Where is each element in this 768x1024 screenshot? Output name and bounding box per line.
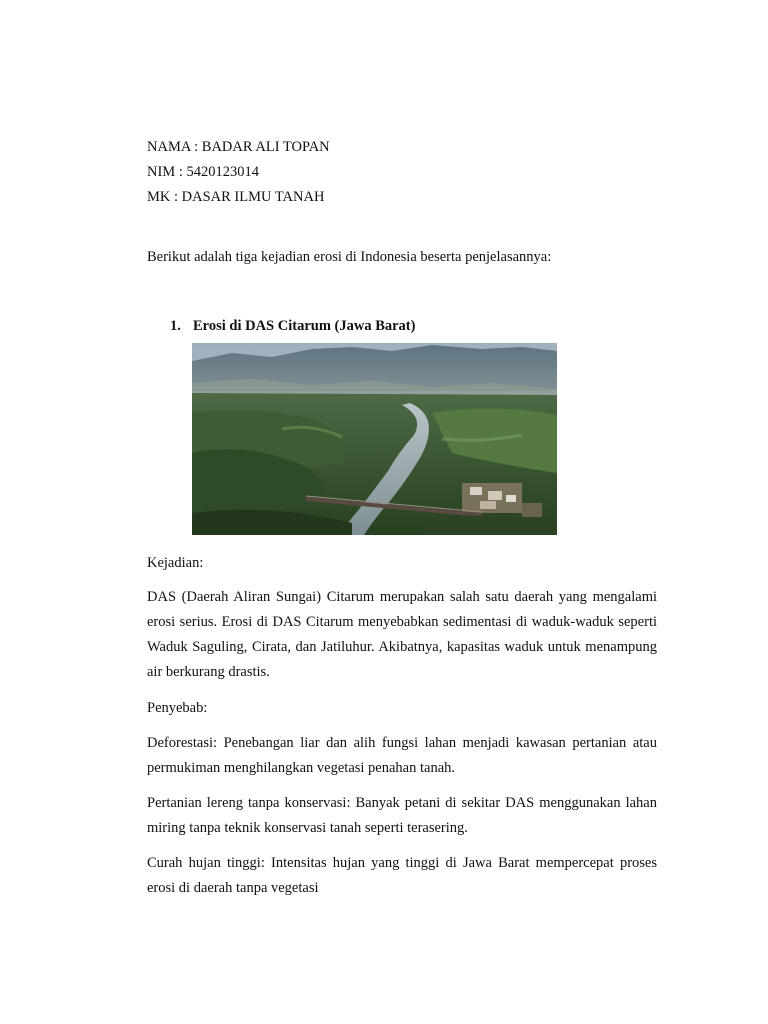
penyebab-label: Penyebab: <box>147 700 208 716</box>
intro-text: Berikut adalah tiga kejadian erosi di Indonesia beserta penjelasannya: <box>147 249 552 265</box>
cause-pertanian-lereng: Pertanian lereng tanpa konservasi: Banyak petani di sekitar DAS menggunakan lahan miring tanpa teknik konservasi tanah seperti terasering. <box>147 795 657 836</box>
cause-deforestasi: Deforestasi: Penebangan liar dan alih fungsi lahan menjadi kawasan pertanian atau permukiman menghilangkan vegetasi penahan tanah. <box>147 735 657 776</box>
course-name: MK : DASAR ILMU TANAH <box>147 189 325 205</box>
kejadian-label: Kejadian: <box>147 555 204 571</box>
section-number: 1. <box>170 318 181 334</box>
section-heading <box>170 317 415 335</box>
section-title: Erosi di DAS Citarum (Jawa Barat) <box>193 318 416 334</box>
student-nim: NIM : 5420123014 <box>147 164 259 180</box>
cause-curah-hujan: Curah hujan tinggi: Intensitas hujan yang tinggi di Jawa Barat mempercepat proses erosi di daerah tanpa vegetasi <box>147 855 657 896</box>
kejadian-paragraph: DAS (Daerah Aliran Sungai) Citarum merupakan salah satu daerah yang mengalami erosi serius. Erosi di DAS Citarum menyebabkan sedimentasi di waduk-waduk seperti Waduk Saguling, Cirata, dan Jatiluhur. Akibatnya, kapasitas waduk untuk menampung air berkurang drastis. <box>147 589 657 680</box>
citarum-river-photo <box>192 343 557 535</box>
student-name: NAMA : BADAR ALI TOPAN <box>147 139 330 155</box>
